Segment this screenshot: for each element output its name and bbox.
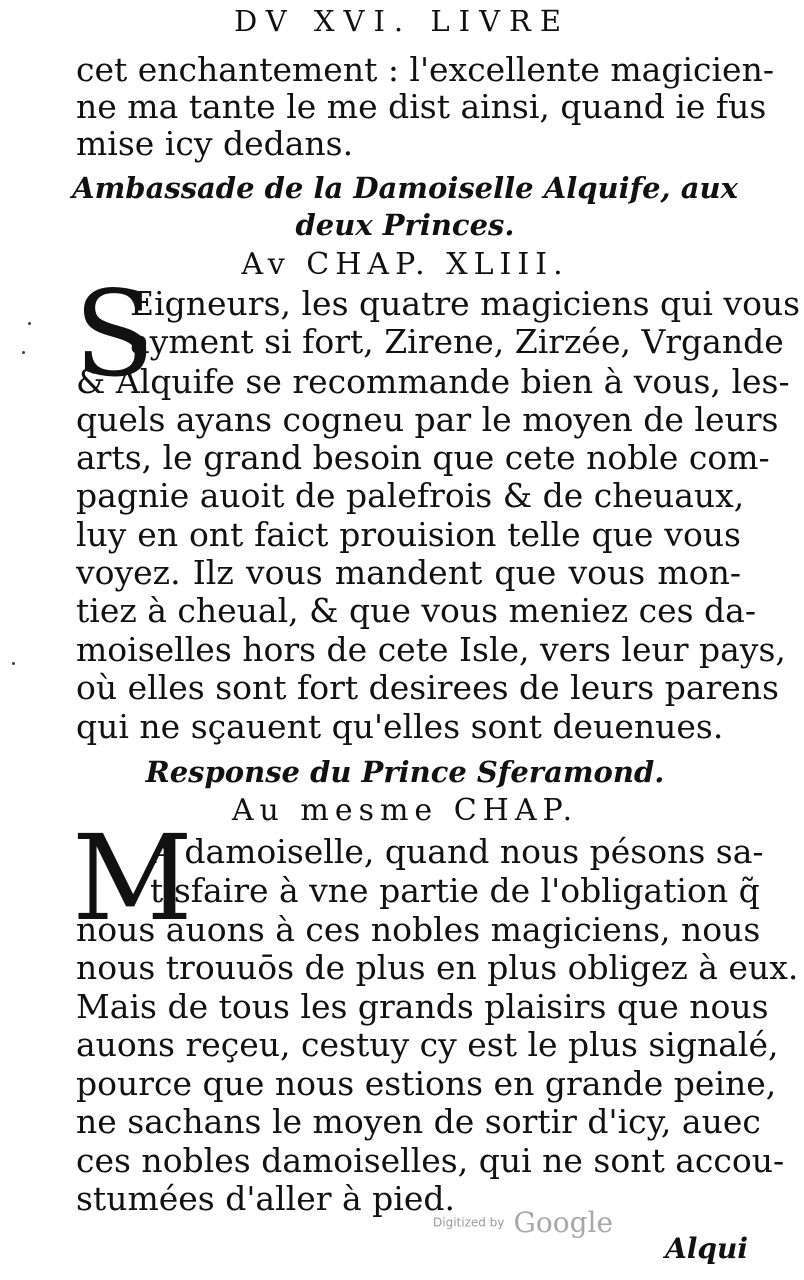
section-heading: deux Princes. (295, 208, 515, 242)
text-line: qui ne sçauent qu'elles sont deuenues. (76, 707, 724, 746)
text-line: pagnie auoit de palefrois & de cheuaux, (76, 476, 745, 515)
text-line: où elles sont fort desirees de leurs parens (76, 668, 779, 707)
drop-cap: M (72, 809, 193, 947)
digitized-watermark (433, 1206, 613, 1239)
text-line: ces nobles damoiselles, qui ne sont accou- (76, 1141, 785, 1180)
text-line: Eigneurs, les quatre magiciens qui vous (130, 284, 801, 323)
text-line: arts, le grand besoin que cete noble com- (76, 438, 770, 477)
google-logo: Google (513, 1206, 614, 1239)
text-line: auons reçeu, cestuy cy est le plus signalé, (76, 1025, 779, 1064)
text-line: quels ayans cogneu par le moyen de leurs (76, 400, 779, 439)
text-line: tiez à cheual, & que vous meniez ces da- (76, 591, 756, 630)
catchword: Alqui (665, 1232, 748, 1265)
chapter-heading: Av CHAP. XLIII. (241, 247, 569, 282)
section-heading: Response du Prince Sferamond. (145, 755, 665, 789)
text-line: & Alquife se recommande bien à vous, les- (76, 362, 790, 401)
text-line: Mais de tous les grands plaisirs que nous (76, 987, 769, 1026)
text-line: nous trouuōs de plus en plus obligez à eux. (76, 948, 799, 987)
scan-speck (12, 662, 15, 665)
text-line: luy en ont faict prouision telle que vous (76, 515, 741, 554)
text-line: mise icy dedans. (76, 124, 354, 163)
chapter-heading: Au mesme CHAP. (231, 793, 579, 828)
text-line: ayment si fort, Zirene, Zirzée, Vrgande (130, 322, 784, 361)
watermark-prefix: Digitized by (433, 1215, 505, 1230)
text-line: voyez. Ilz vous mandent que vous mon- (76, 553, 741, 592)
text-line: tisfaire à vne partie de l'obligation q̃ (150, 871, 760, 910)
text-line: ne sachans le moyen de sortir d'icy, auec (76, 1102, 761, 1141)
text-line: A damoiselle, quand nous pésons sa- (150, 832, 764, 871)
text-line: ne ma tante le me dist ainsi, quand ie fus (76, 87, 767, 126)
text-line: pource que nous estions en grande peine, (76, 1064, 777, 1103)
drop-cap: S (74, 265, 155, 403)
text-line: nous auons à ces nobles magiciens, nous (76, 910, 761, 949)
running-head: DV XVI. LIVRE (233, 4, 571, 38)
text-line: moiselles hors de cete Isle, vers leur pays, (76, 630, 786, 669)
text-line: stumées d'aller à pied. (76, 1179, 455, 1218)
scan-speck (28, 322, 31, 325)
scan-speck (22, 351, 25, 354)
text-line: cet enchantement : l'excellente magicien- (76, 50, 774, 89)
section-heading: Ambassade de la Damoiselle Alquife, aux (72, 171, 738, 205)
